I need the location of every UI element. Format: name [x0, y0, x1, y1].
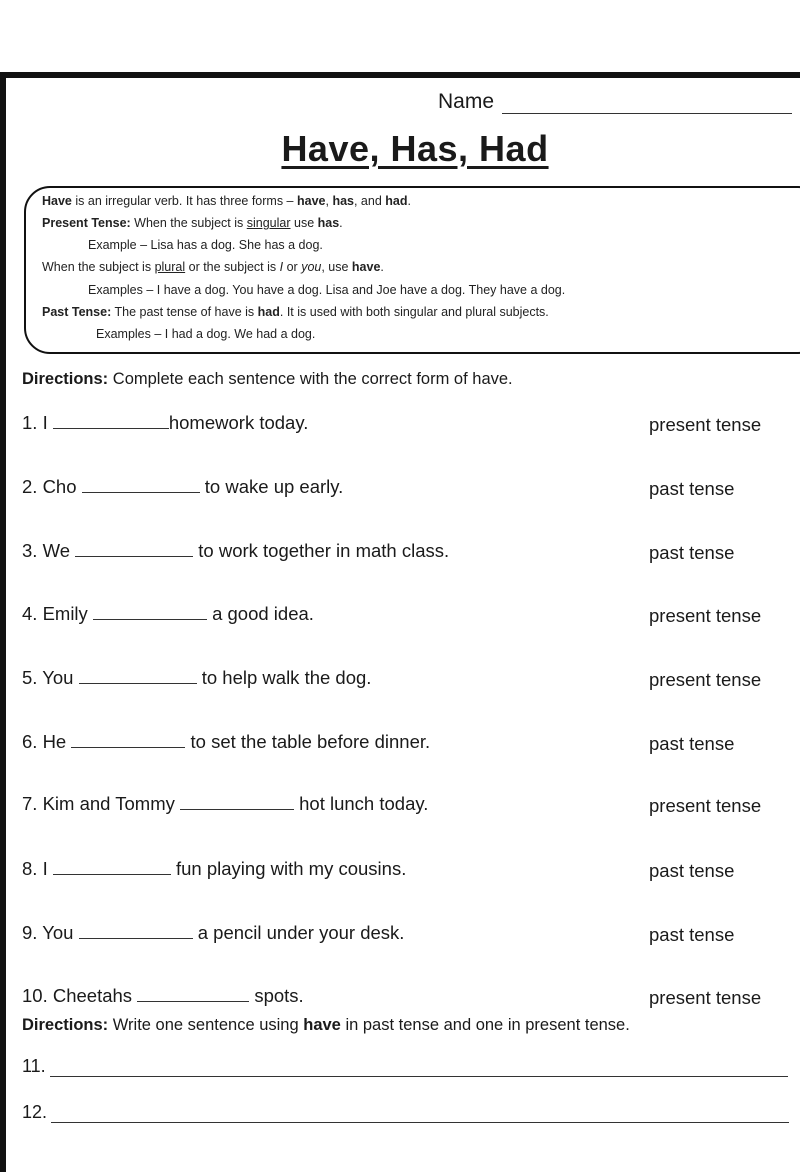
answer-blank[interactable] — [71, 729, 185, 748]
rule-line-3 — [88, 238, 323, 252]
rule-you: you — [301, 260, 322, 274]
rule-i: I — [279, 260, 284, 274]
rule-text: or the subject is — [185, 260, 280, 274]
question-predicate: to set the table before dinner. — [185, 731, 431, 752]
question-subject: 1. I — [22, 412, 53, 433]
answer-blank[interactable] — [180, 791, 294, 810]
rule-examples-past: Examples – I had a dog. We had a dog. — [96, 327, 316, 341]
answer-blank[interactable] — [137, 983, 249, 1002]
rule-singular: singular — [246, 216, 291, 230]
write-line-12 — [22, 1102, 789, 1123]
question-predicate: fun playing with my cousins. — [170, 858, 407, 879]
rule-text: . — [407, 194, 411, 208]
directions-complete — [22, 370, 513, 389]
rule-line-4 — [42, 260, 384, 274]
question-text — [22, 665, 371, 689]
question-predicate: spots. — [249, 985, 304, 1006]
rule-line-6 — [42, 305, 549, 319]
answer-blank[interactable] — [53, 856, 171, 875]
rule-line-5 — [88, 283, 565, 297]
question-subject: 4. Emily — [22, 603, 93, 624]
rule-text: . — [339, 216, 343, 230]
rule-line-2 — [42, 216, 343, 230]
tense-hint: past tense — [649, 924, 735, 945]
rule-text: , — [325, 194, 333, 208]
question-subject: 8. I — [22, 858, 53, 879]
question-text — [22, 538, 449, 562]
rule-text: or — [283, 260, 302, 274]
rule-had: had — [257, 305, 280, 319]
directions-text: in past tense and one in present tense. — [340, 1016, 630, 1034]
question-row — [22, 601, 800, 631]
name-label: Name — [438, 90, 495, 113]
question-row — [22, 983, 800, 1013]
rule-text: When the subject is — [42, 260, 155, 274]
directions-write — [22, 1016, 630, 1035]
directions-have: have — [303, 1016, 341, 1034]
tense-hint: present tense — [649, 669, 762, 690]
question-subject: 6. He — [22, 731, 72, 752]
question-text — [22, 983, 304, 1007]
tense-hint: present tense — [649, 414, 762, 435]
question-subject: 10. Cheetahs — [22, 985, 138, 1006]
rule-text: . It is used with both singular and plural subjects. — [279, 305, 549, 319]
question-text — [22, 410, 308, 434]
question-predicate: to wake up early. — [199, 476, 344, 497]
question-predicate: a pencil under your desk. — [192, 922, 405, 943]
rule-line-7 — [96, 327, 315, 341]
directions-label: Directions: — [22, 1016, 109, 1034]
rule-form-has: has — [332, 194, 354, 208]
question-row — [22, 665, 800, 695]
question-row — [22, 729, 800, 759]
rule-form-had: had — [385, 194, 408, 208]
present-tense-label: Present Tense: — [42, 216, 131, 230]
rule-text: , and — [353, 194, 386, 208]
write-line-11 — [22, 1056, 788, 1077]
rule-text: . — [380, 260, 384, 274]
rule-form-have: have — [296, 194, 326, 208]
question-predicate: to help walk the dog. — [196, 667, 372, 688]
question-text — [22, 474, 343, 498]
answer-blank[interactable] — [75, 538, 193, 557]
question-predicate: hot lunch today. — [294, 793, 429, 814]
question-text — [22, 920, 404, 944]
page-title — [0, 128, 800, 170]
past-tense-label: Past Tense: — [42, 305, 112, 319]
answer-blank[interactable] — [82, 474, 200, 493]
write-line-number: 12. — [22, 1102, 48, 1122]
rule-text: The past tense of have is — [111, 305, 258, 319]
rule-plural: plural — [154, 260, 186, 274]
question-predicate: homework today. — [168, 412, 309, 433]
question-subject: 5. You — [22, 667, 79, 688]
question-row — [22, 474, 800, 504]
directions-label: Directions: — [22, 370, 109, 388]
page-title-text: Have, Has, Had — [281, 128, 549, 169]
question-predicate: to work together in math class. — [193, 540, 450, 561]
write-line-number: 11. — [22, 1056, 46, 1076]
rule-text: is an irregular verb. It has three forms – — [71, 194, 297, 208]
tense-hint: past tense — [649, 478, 735, 499]
question-row — [22, 920, 800, 950]
directions-text: Write one sentence using — [108, 1016, 304, 1034]
answer-blank[interactable] — [53, 410, 169, 429]
rule-line-1 — [42, 194, 411, 208]
question-subject: 9. You — [22, 922, 79, 943]
question-text — [22, 601, 314, 625]
answer-blank[interactable] — [93, 601, 207, 620]
question-row — [22, 791, 800, 821]
name-field — [438, 90, 792, 114]
tense-hint: present tense — [649, 605, 762, 626]
answer-blank[interactable] — [79, 920, 193, 939]
rule-have: have — [351, 260, 381, 274]
question-row — [22, 538, 800, 568]
question-predicate: a good idea. — [206, 603, 314, 624]
question-row — [22, 856, 800, 886]
question-subject: 2. Cho — [22, 476, 82, 497]
rule-examples: Examples – I have a dog. You have a dog. Lisa and Joe have a dog. They have a dog. — [88, 283, 566, 297]
tense-hint: present tense — [649, 987, 762, 1008]
tense-hint: past tense — [649, 542, 735, 563]
name-blank[interactable] — [502, 95, 792, 114]
tense-hint: past tense — [649, 860, 735, 881]
question-text — [22, 856, 406, 880]
question-row — [22, 410, 800, 440]
tense-hint: present tense — [649, 795, 762, 816]
question-text — [22, 791, 428, 815]
rule-text: use — [290, 216, 318, 230]
rule-example: Example – Lisa has a dog. She has a dog. — [88, 238, 323, 252]
rule-text: When the subject is — [130, 216, 247, 230]
rule-text: , use — [321, 260, 352, 274]
answer-blank[interactable] — [79, 665, 197, 684]
question-subject: 7. Kim and Tommy — [22, 793, 180, 814]
rule-have-bold: Have — [42, 194, 72, 208]
question-subject: 3. We — [22, 540, 76, 561]
write-blank[interactable] — [50, 1058, 788, 1077]
question-text — [22, 729, 430, 753]
directions-text: Complete each sentence with the correct form of have. — [108, 370, 513, 388]
rule-has: has — [317, 216, 340, 230]
tense-hint: past tense — [649, 733, 735, 754]
write-blank[interactable] — [51, 1104, 789, 1123]
